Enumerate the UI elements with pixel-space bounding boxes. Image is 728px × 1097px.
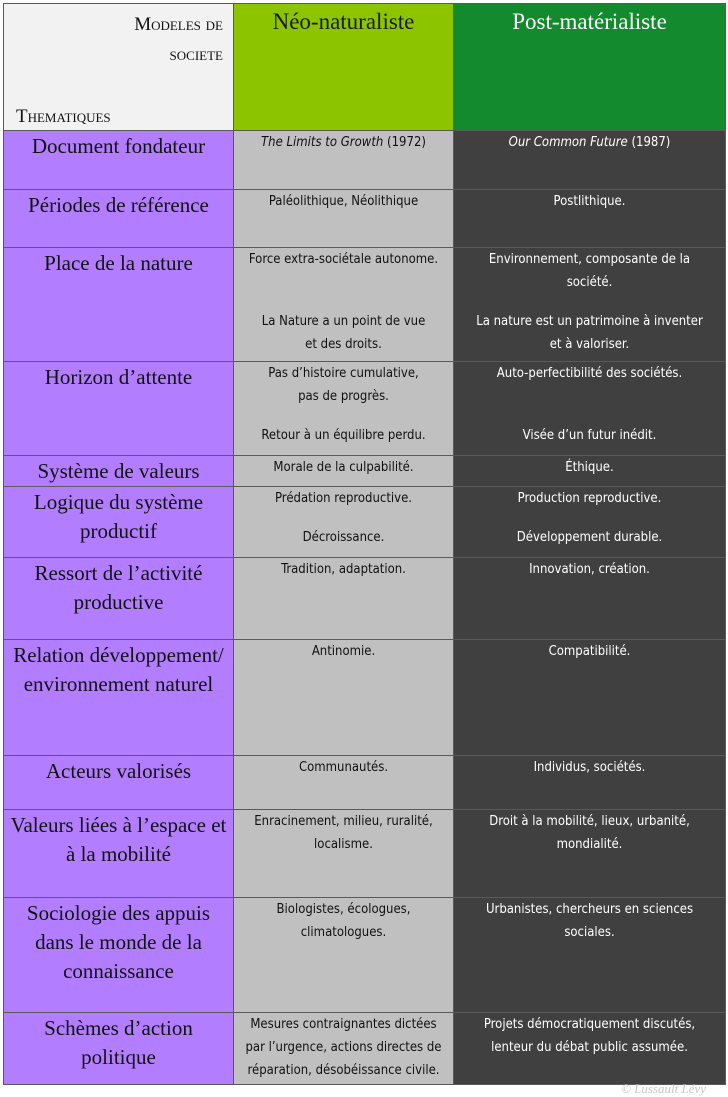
row-neo: Communautés. <box>234 756 454 810</box>
row-post: Production reproductive. Développement durable. <box>454 487 726 558</box>
row-theme: Schèmes d’action politique <box>4 1013 234 1085</box>
row-theme: Place de la nature <box>4 248 234 362</box>
row-post: Auto-perfectibilité des sociétés. Visée d’un futur inédit. <box>454 362 726 456</box>
row-neo: Prédation reproductive. Décroissance. <box>234 487 454 558</box>
row-neo: Enracinement, milieu, ruralité, localisme. <box>234 810 454 898</box>
table-row <box>4 456 726 487</box>
table-row <box>4 248 726 362</box>
row-post: Individus, sociétés. <box>454 756 726 810</box>
corner-models-label: Modeles de societe <box>134 14 223 65</box>
row-theme: Horizon d’attente <box>4 362 234 456</box>
table-row <box>4 362 726 456</box>
row-neo: Tradition, adaptation. <box>234 558 454 640</box>
row-post: Innovation, création. <box>454 558 726 640</box>
row-neo: Antinomie. <box>234 640 454 756</box>
comparison-table <box>3 3 726 1085</box>
header-neo <box>234 4 454 131</box>
row-theme: Relation développement/ environnement naturel <box>4 640 234 756</box>
row-post: Our Common Future (1987) <box>454 131 726 190</box>
table-row <box>4 1013 726 1085</box>
table-row <box>4 131 726 190</box>
row-theme: Valeurs liées à l’espace et à la mobilité <box>4 810 234 898</box>
row-neo: Force extra-sociétale autonome. La Nature a un point de vue et des droits. <box>234 248 454 362</box>
row-neo: Biologistes, écologues, climatologues. <box>234 898 454 1013</box>
footer-credit: © Lussault Lévy <box>621 1081 706 1096</box>
corner-themes-label: Thematiques <box>16 106 111 127</box>
header-neo-title: Néo-naturaliste <box>272 9 415 34</box>
table-row <box>4 756 726 810</box>
row-neo: Mesures contraignantes dictées par l’urgence, actions directes de réparation, désobéissance civile. <box>234 1013 454 1085</box>
header-post-title: Post-matérialiste <box>512 9 667 34</box>
table-row <box>4 190 726 248</box>
row-post: Urbanistes, chercheurs en sciences sociales. <box>454 898 726 1013</box>
row-post: Compatibilité. <box>454 640 726 756</box>
table-row <box>4 640 726 756</box>
table-row <box>4 810 726 898</box>
row-post: Éthique. <box>454 456 726 487</box>
row-neo: Morale de la culpabilité. <box>234 456 454 487</box>
row-neo: Pas d’histoire cumulative, pas de progrès. Retour à un équilibre perdu. <box>234 362 454 456</box>
table-row <box>4 558 726 640</box>
table-row <box>4 898 726 1013</box>
row-theme: Document fondateur <box>4 131 234 190</box>
table-row <box>4 487 726 558</box>
row-post: Environnement, composante de la société. La nature est un patrimoine à inventer et à valoriser. <box>454 248 726 362</box>
row-neo: The Limits to Growth (1972) <box>234 131 454 190</box>
header-corner <box>4 4 234 131</box>
header-row <box>4 4 726 131</box>
row-post: Projets démocratiquement discutés, lenteur du débat public assumée. <box>454 1013 726 1085</box>
row-theme: Système de valeurs <box>4 456 234 487</box>
row-neo: Paléolithique, Néolithique <box>234 190 454 248</box>
row-theme: Périodes de référence <box>4 190 234 248</box>
row-theme: Logique du système productif <box>4 487 234 558</box>
row-post: Postlithique. <box>454 190 726 248</box>
row-theme: Ressort de l’activité productive <box>4 558 234 640</box>
row-theme: Acteurs valorisés <box>4 756 234 810</box>
header-post <box>454 4 726 131</box>
row-post: Droit à la mobilité, lieux, urbanité, mondialité. <box>454 810 726 898</box>
row-theme: Sociologie des appuis dans le monde de la connaissance <box>4 898 234 1013</box>
